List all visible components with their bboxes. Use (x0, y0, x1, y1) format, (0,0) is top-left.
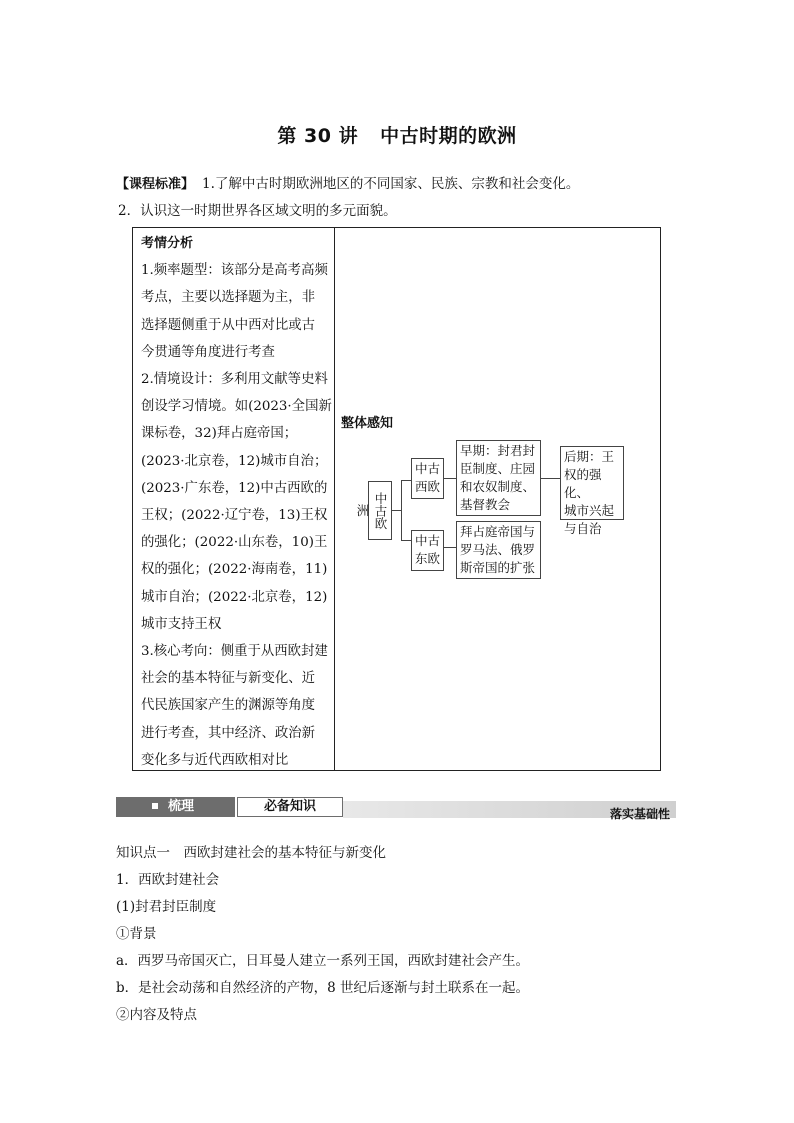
sub-sub-heading: ②内容及特点 (116, 1007, 197, 1023)
analysis-line: 创设学习情境。如(2023·全国新 (141, 399, 332, 415)
sub-heading: (1)封君封臣制度 (116, 899, 217, 915)
connector (401, 480, 402, 540)
analysis-line: 今贯通等角度进行考查 (141, 344, 275, 360)
section-bar-primary (116, 797, 235, 817)
analysis-line: 变化多与近代西欧相对比 (141, 752, 289, 768)
connector (541, 478, 560, 479)
west-early-line: 和农奴制度、 (460, 479, 536, 494)
section-bar-primary-label: 梳理 (168, 799, 195, 814)
item-heading: 1．西欧封建社会 (116, 872, 220, 888)
analysis-line: 城市支持王权 (141, 616, 222, 632)
west-early-box (456, 440, 541, 516)
curriculum-tag: 【课程标准】 (116, 177, 195, 192)
lecture-number: 第 30 讲 (277, 125, 359, 147)
section-bar-secondary: 必备知识 (237, 797, 343, 817)
analysis-line: 3.核心考向：侧重于从西欧封建 (141, 644, 328, 660)
connector (401, 480, 411, 481)
analysis-line: 1.频率题型：该部分是高考高频 (141, 263, 328, 279)
east-desc-line: 拜占庭帝国与 (460, 524, 536, 539)
west-late-line: 权的强化、 (564, 467, 602, 500)
curriculum-standard-line1 (116, 172, 579, 192)
analysis-line: 选择题侧重于从中西对比或古 (141, 317, 316, 333)
west-late-line: 城市兴起 (564, 503, 615, 518)
east-desc-box (456, 521, 541, 579)
west-label-line: 西欧 (414, 479, 440, 494)
lecture-name: 中古时期的欧洲 (380, 125, 517, 147)
analysis-line: (2023·北京卷，12)城市自治； (141, 453, 328, 469)
west-early-line: 基督教会 (460, 497, 511, 512)
knowledge-point-heading: 知识点一 西欧封建社会的基本特征与新变化 (116, 845, 386, 861)
west-europe-box (411, 458, 444, 499)
analysis-line: 社会的基本特征与新变化、近 (141, 671, 316, 687)
analysis-line: 城市自治；(2022·北京卷，12) (141, 589, 328, 605)
section-bar-right-label: 落实基础性 (609, 807, 670, 821)
body-paragraph: a．西罗马帝国灭亡，日耳曼人建立一系列王国，西欧封建社会产生。 (116, 953, 530, 969)
root-box-medieval-europe (355, 481, 392, 540)
table-divider (334, 228, 335, 770)
body-paragraph: b．是社会动荡和自然经济的产物，8 世纪后逐渐与封土联系在一起。 (116, 980, 530, 996)
east-desc-line: 罗马法、俄罗 (460, 542, 536, 557)
root-label: 中古欧洲 (355, 491, 388, 530)
exam-analysis-heading: 考情分析 (141, 236, 194, 251)
east-europe-box (411, 530, 444, 571)
west-late-box (560, 446, 624, 536)
analysis-line: 王权；(2022·辽宁卷，13)王权 (141, 508, 328, 524)
square-bullet-icon (152, 803, 158, 809)
section-bar (116, 797, 676, 821)
west-label-line: 中古 (414, 461, 440, 476)
analysis-line: 课标卷，32)拜占庭帝国； (141, 426, 298, 442)
connector (401, 540, 411, 541)
west-early-line: 臣制度、庄园 (460, 461, 536, 476)
exam-analysis-column (141, 230, 331, 774)
analysis-line: 代民族国家产生的渊源等角度 (141, 698, 316, 714)
analysis-table (132, 227, 661, 771)
sub-sub-heading: ①背景 (116, 926, 157, 942)
connector (444, 478, 456, 479)
analysis-line: 进行考查，其中经济、政治新 (141, 725, 316, 741)
east-label-line: 中古 (414, 533, 440, 548)
overview-heading: 整体感知 (341, 416, 394, 431)
connector (391, 510, 401, 511)
east-label-line: 东欧 (414, 551, 440, 566)
analysis-line: 的强化；(2022·山东卷，10)王 (141, 535, 328, 551)
west-late-line: 后期：王 (564, 449, 615, 464)
curriculum-text-1: 1.了解中古时期欧洲地区的不同国家、民族、宗教和社会变化。 (202, 176, 580, 192)
east-desc-line: 斯帝国的扩张 (460, 560, 536, 575)
analysis-line: 权的强化；(2022·海南卷，11) (141, 562, 328, 578)
west-late-line: 与自治 (564, 521, 602, 536)
analysis-line: 考点，主要以选择题为主，非 (141, 290, 316, 306)
page-title (0, 121, 794, 148)
analysis-line: (2023·广东卷，12)中古西欧的 (141, 480, 328, 496)
connector (444, 547, 456, 548)
analysis-line: 2.情境设计：多利用文献等史料 (141, 372, 328, 388)
curriculum-standard-line2: 2．认识这一时期世界各区域文明的多元面貌。 (118, 203, 397, 219)
west-early-line: 早期：封君封 (460, 443, 536, 458)
